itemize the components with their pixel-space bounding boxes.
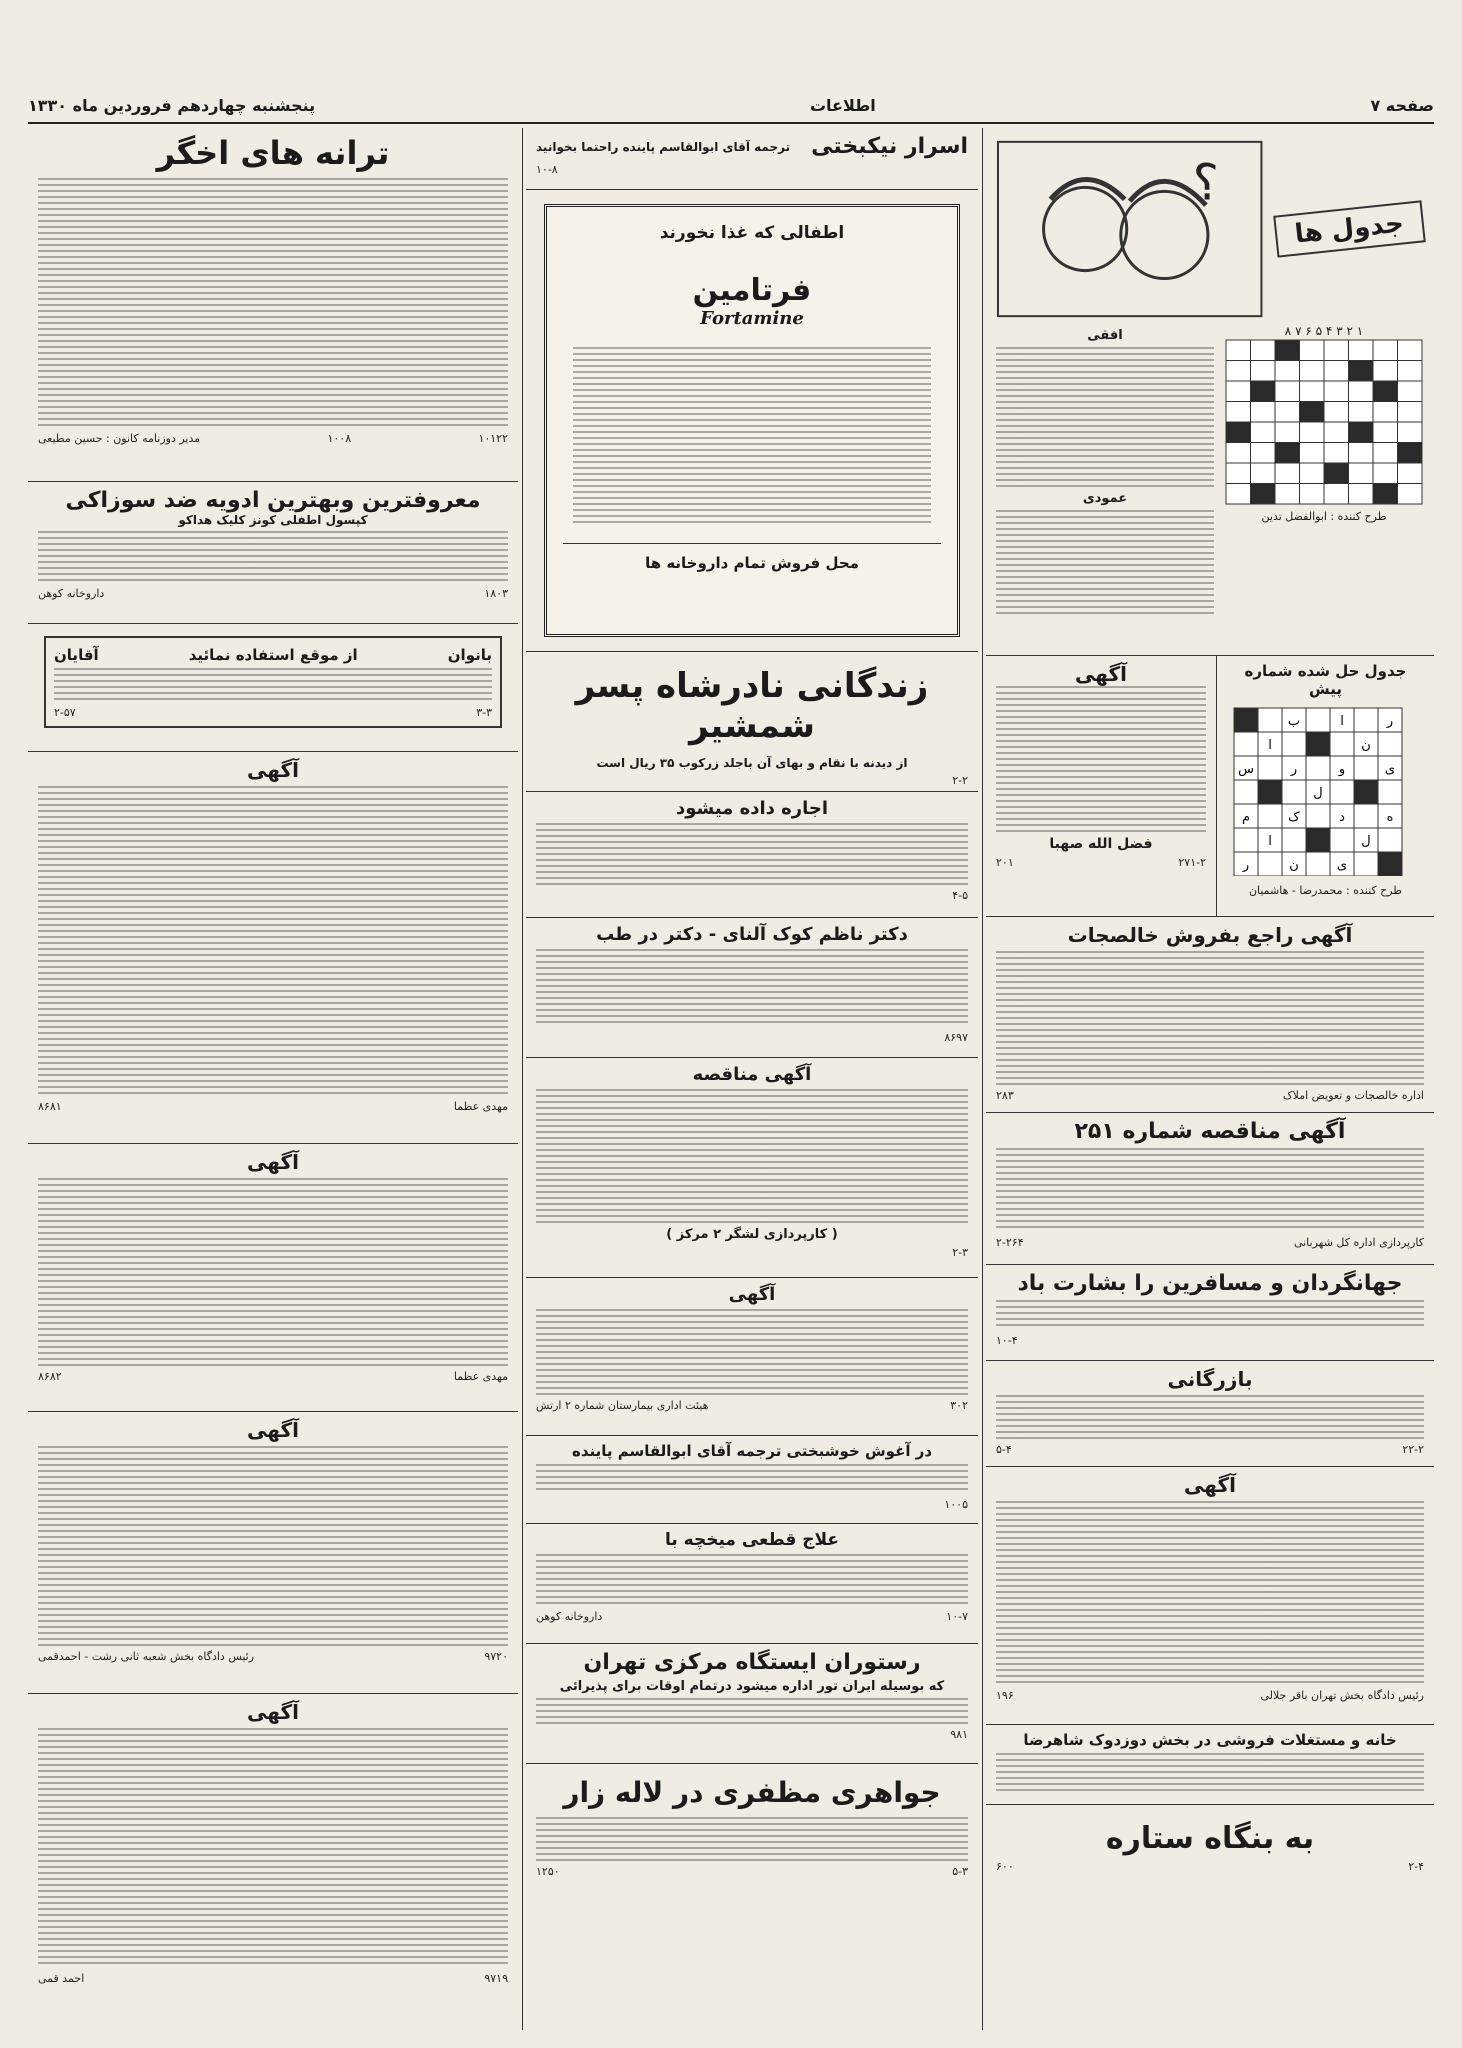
notice-1-block (28, 752, 518, 1144)
songs-signature: مدیر دوزنامه کانون : حسین مطیعی (38, 432, 201, 445)
fortamine-brand: فرتامین (692, 273, 812, 308)
crossword-cell (1398, 361, 1423, 382)
notice-4-sign: احمد قمی (38, 1972, 85, 1985)
happiness-code: ۱۰۰۵ (944, 1498, 968, 1511)
crossword-cell (1324, 361, 1349, 382)
corn-cure-pharmacy: داروخانه کوهن (536, 1610, 603, 1623)
across-heading: افقی (1087, 328, 1123, 343)
suzak-code: ۱۸۰۳ (484, 587, 508, 600)
corn-cure-text (536, 1554, 968, 1606)
asrar-title: اسرار نیکبختی (811, 134, 968, 159)
solved-cell (1306, 804, 1330, 828)
crossword-cell (1373, 340, 1398, 361)
khalesjat-code: ۲۸۳ (996, 1089, 1014, 1102)
solved-credit: طرح کننده : محمدرضا - هاشمیان (1248, 884, 1403, 897)
small-ad-title: آگهی (1075, 662, 1127, 686)
solved-black-cell (1234, 708, 1258, 732)
lease-block (526, 792, 978, 918)
crossword-grid (1224, 338, 1424, 506)
notice-2-title: آگهی (247, 1150, 299, 1174)
crossword-cell (1398, 463, 1423, 484)
crossword-cell (1349, 340, 1374, 361)
court-ad-text (996, 1501, 1424, 1685)
crossword-cell (1226, 484, 1251, 505)
solved-cell (1354, 708, 1378, 732)
crossword-cell (1251, 443, 1276, 464)
solved-cell (1378, 780, 1402, 804)
solved-cell (1282, 780, 1306, 804)
crossword-cell (1226, 402, 1251, 423)
notice-4-title: آگهی (247, 1700, 299, 1724)
jewelry-code: ۵-۳ (952, 1865, 968, 1878)
solved-letter: ب (1287, 714, 1301, 729)
crossword-cell (1226, 463, 1251, 484)
solved-cell (1282, 732, 1306, 756)
notice-1-text (38, 786, 508, 1096)
crossword-cell (1373, 422, 1398, 443)
crossword-black-cell (1373, 381, 1398, 402)
crossword-cell (1398, 402, 1423, 423)
opportunity-label: از موقع استفاده نمائید (188, 646, 358, 664)
solved-letter: ر (1386, 714, 1394, 729)
solved-cell (1258, 852, 1282, 876)
restaurant-sub: که بوسیله ایران تور اداره میشود درتمام اوقات برای پذیرائی (559, 1679, 945, 1694)
solved-black-cell (1378, 852, 1402, 876)
court-ad-block (986, 1467, 1434, 1725)
small-ad-code: ۲۰۱ (996, 856, 1014, 869)
solved-cell (1234, 828, 1258, 852)
fortamine-block (526, 190, 978, 652)
commerce-text (996, 1395, 1424, 1439)
tender-251-text (996, 1148, 1424, 1232)
crossword-cell (1226, 381, 1251, 402)
crossword-cell (1324, 443, 1349, 464)
solved-crossword-block (1216, 656, 1434, 916)
masthead-paper: اطلاعات (809, 95, 876, 115)
down-clues (996, 510, 1214, 618)
notice-2-code: ۸۶۸۲ (38, 1370, 62, 1383)
column-rule (522, 128, 523, 2030)
crossword-cell (1300, 381, 1325, 402)
solved-cell (1306, 756, 1330, 780)
restaurant-code: ۹۸۱ (950, 1728, 968, 1741)
solved-cell (1282, 828, 1306, 852)
crossword-cell (1275, 402, 1300, 423)
crossword-cell (1349, 381, 1374, 402)
tender-251-org: کارپردازی اداره کل شهربانی (1293, 1236, 1424, 1249)
column-middle (526, 128, 978, 2030)
crossword-black-cell (1275, 443, 1300, 464)
crossword-title: جدول ها (1274, 200, 1426, 257)
commerce-code: ۵-۴ (996, 1443, 1012, 1456)
happiness-title: در آغوش خوشبختی ترجمه آقای ابوالقاسم پاینده (571, 1442, 933, 1460)
crossword-cell (1349, 443, 1374, 464)
crossword-credit: طرح کننده : ابوالفضل تدین (1261, 510, 1387, 523)
solved-and-ad-row (986, 656, 1434, 917)
jewelry-text (536, 1817, 968, 1861)
notice-3-sign: رئیس دادگاه بخش شعبه ثانی رشت - احمدقمی (38, 1650, 255, 1663)
solved-letter: ی (1336, 858, 1348, 873)
doctor-text (536, 949, 968, 1027)
hospital-org: هیئت اداری بیمارستان شماره ۲ ارتش (536, 1399, 709, 1412)
solved-black-cell (1306, 828, 1330, 852)
tourists-text (996, 1300, 1424, 1330)
fortamine-top: اطفالی که غذا نخورند (659, 223, 845, 243)
setareh-block (986, 1805, 1434, 1905)
property-sale-text (996, 1753, 1424, 1793)
crossword-cell (1349, 463, 1374, 484)
notice-4-text (38, 1728, 508, 1968)
asrar-sub: ترجمه آقای ابوالقاسم پاینده راحتما بخوانید (536, 139, 791, 154)
crossword-cell (1398, 422, 1423, 443)
fortamine-text (573, 347, 931, 525)
solved-letter: م (1241, 810, 1251, 825)
restaurant-title: رستوران ایستگاه مرکزی تهران (583, 1650, 921, 1675)
solved-letter: ی (1384, 762, 1396, 777)
notice-1-title: آگهی (247, 758, 299, 782)
solved-letter: ر (1290, 762, 1298, 777)
lease-text (536, 823, 968, 885)
notice-4-block (28, 1694, 518, 2024)
solved-title: جدول حل شده شماره پیش (1244, 662, 1407, 698)
solved-cell (1330, 732, 1354, 756)
crossword-cell (1251, 463, 1276, 484)
crossword-black-cell (1373, 484, 1398, 505)
fortamine-ad (544, 204, 960, 637)
language-school-box (44, 636, 502, 728)
crossword-black-cell (1226, 422, 1251, 443)
solved-cell (1306, 708, 1330, 732)
songs-title: ترانه های اخگر (156, 134, 390, 172)
solved-letter: ک (1288, 810, 1300, 825)
solved-cell (1354, 804, 1378, 828)
songs-block (28, 128, 518, 482)
down-heading: عمودی (1082, 491, 1128, 506)
setareh-code: ۲-۴ (1408, 1860, 1424, 1873)
crossword-cell (1324, 484, 1349, 505)
solved-cell (1330, 780, 1354, 804)
solved-letter: ه (1386, 810, 1394, 825)
solved-cell (1354, 852, 1378, 876)
jewelry-block (526, 1764, 978, 1920)
lease-title: اجاره داده میشود (675, 798, 829, 819)
crossword-cell (1251, 361, 1276, 382)
crossword-cell (1275, 422, 1300, 443)
commerce-code: ۲۲-۲ (1402, 1443, 1424, 1456)
crossword-cell (1373, 463, 1398, 484)
happiness-book-block (526, 1436, 978, 1524)
crossword-cell (1300, 340, 1325, 361)
tender-text (536, 1089, 968, 1227)
lease-code: ۴-۵ (952, 889, 968, 902)
crossword-cell (1275, 381, 1300, 402)
court-ad-title: آگهی (1184, 1473, 1236, 1497)
crossword-cell (1373, 443, 1398, 464)
solved-black-cell (1258, 780, 1282, 804)
language-school-text (54, 668, 492, 702)
crossword-black-cell (1349, 361, 1374, 382)
solved-letter: ر (1242, 858, 1250, 873)
khalesjat-org: اداره خالصجات و تعویض املاک (1282, 1089, 1424, 1102)
solved-cell (1330, 828, 1354, 852)
asrar-code: ۱۰-۸ (536, 163, 558, 176)
corn-cure-title: علاج قطعی میخچه با (664, 1530, 840, 1550)
notice-3-block (28, 1412, 518, 1694)
solved-letter: ا (1268, 738, 1272, 753)
solved-letter: ن (1289, 858, 1299, 873)
solved-cell (1234, 732, 1258, 756)
songs-code: ۱۰۱۲۲ (478, 432, 508, 445)
solved-black-cell (1354, 780, 1378, 804)
property-sale-block (986, 1725, 1434, 1805)
notice-2-block (28, 1144, 518, 1412)
crossword-cell (1349, 402, 1374, 423)
crossword-cell (1373, 361, 1398, 382)
column-rule (982, 128, 983, 2030)
crossword-cell (1300, 361, 1325, 382)
tender-251-code: ۲-۲۶۴ (996, 1236, 1024, 1249)
hospital-code: ۳۰۲ (950, 1399, 968, 1412)
crossword-black-cell (1398, 443, 1423, 464)
notice-4-code: ۹۷۱۹ (484, 1972, 508, 1985)
hospital-block (526, 1278, 978, 1436)
tender-block (526, 1058, 978, 1278)
small-ad-code: ۲۷۱-۲ (1178, 856, 1206, 869)
solved-grid (1226, 706, 1424, 876)
crossword-cell (1324, 402, 1349, 423)
small-ad-sign: فضل الله صهبا (1049, 836, 1153, 852)
nader-title: زندگانی نادرشاه پسر شمشیر (575, 666, 929, 746)
crossword-cell (1324, 340, 1349, 361)
solved-cell (1234, 780, 1258, 804)
crossword-black-cell (1251, 381, 1276, 402)
crossword-numbers: ۱ ۲ ۳ ۴ ۵ ۶ ۷ ۸ (1284, 324, 1364, 338)
crossword-black-cell (1251, 484, 1276, 505)
hospital-title: آگهی (728, 1284, 776, 1305)
tourists-title: جهانگردان و مسافرین را بشارت باد (1017, 1271, 1403, 1296)
crossword-cell (1398, 484, 1423, 505)
setareh-code: ۶۰۰ (996, 1860, 1014, 1873)
solved-letter: و (1338, 762, 1346, 777)
suzak-title: معروفترین وبهترین ادویه ضد سوزاکی (65, 488, 481, 513)
solved-letter: ا (1268, 834, 1272, 849)
small-ad-text (996, 686, 1206, 836)
crossword-black-cell (1300, 402, 1325, 423)
solved-letter: د (1339, 810, 1345, 825)
solved-letter: ل (1313, 786, 1323, 801)
crossword-cell (1300, 463, 1325, 484)
khalesjat-text (996, 951, 1424, 1085)
language-school-block (28, 624, 518, 752)
crossword-black-cell (1349, 422, 1374, 443)
nader-code: ۲-۲ (952, 774, 968, 787)
crossword-cell (1226, 340, 1251, 361)
khalesjat-block (986, 917, 1434, 1113)
doctor-block (526, 918, 978, 1058)
notice-2-sign: مهدی عظما (453, 1370, 508, 1383)
fortamine-brand-en: Fortamine (700, 308, 804, 329)
crossword-cell (1373, 402, 1398, 423)
svg-text:؟: ؟ (1192, 153, 1219, 212)
column-left (28, 128, 518, 2030)
suzak-sub: کپسول اطفلی کونز کلیک هداکو (178, 513, 368, 527)
restaurant-text (536, 1698, 968, 1724)
masthead-date: پنجشنبه چهاردهم فروردین ماه ۱۳۳۰ (28, 95, 316, 115)
crossword-cell (1324, 381, 1349, 402)
notice-3-code: ۹۷۲۰ (484, 1650, 508, 1663)
doctor-code: ۸۶۹۷ (944, 1031, 968, 1044)
commerce-title: بازرگانی (1167, 1367, 1253, 1391)
column-right (986, 128, 1434, 2030)
language-school-code: ۳-۳ (476, 706, 492, 719)
court-ad-code: ۱۹۶ (996, 1689, 1014, 1702)
tourists-block (986, 1265, 1434, 1361)
solved-cell (1306, 852, 1330, 876)
restaurant-block (526, 1644, 978, 1764)
crossword-cell (1226, 361, 1251, 382)
solved-letter: ل (1361, 834, 1371, 849)
solved-letter: ن (1361, 738, 1371, 753)
masthead (28, 88, 1434, 124)
crossword-cell (1398, 381, 1423, 402)
jewelry-title: جواهری مظفری در لاله زار (563, 1776, 941, 1809)
tender-code: ۲-۳ (952, 1246, 968, 1259)
crossword-cell (1300, 443, 1325, 464)
crossword-cell (1251, 402, 1276, 423)
notice-2-text (38, 1178, 508, 1366)
jewelry-code: ۱۲۵۰ (536, 1865, 560, 1878)
songs-text (38, 178, 508, 428)
crossword-cell (1275, 361, 1300, 382)
tender-title: آگهی مناقصه (692, 1064, 812, 1085)
solved-cell (1258, 804, 1282, 828)
happiness-text (536, 1464, 968, 1494)
tender-251-block (986, 1113, 1434, 1265)
commerce-block (986, 1361, 1434, 1467)
notice-3-text (38, 1446, 508, 1646)
tourists-code: ۱۰-۴ (996, 1334, 1018, 1347)
court-ad-sign: رئیس دادگاه بخش تهران باقر جلالی (1260, 1689, 1424, 1702)
illustration-faces (996, 139, 1263, 319)
corn-cure-block (526, 1524, 978, 1644)
crossword-cell (1300, 484, 1325, 505)
notice-3-title: آگهی (247, 1418, 299, 1442)
songs-code: ۱۰۰۸ (327, 432, 352, 445)
crossword-cell (1300, 422, 1325, 443)
language-school-code: ۲-۵۷ (54, 706, 76, 719)
solved-cell (1378, 828, 1402, 852)
nader-book-block (526, 652, 978, 792)
solved-cell (1258, 708, 1282, 732)
setareh-title: به بنگاه ستاره (1105, 1821, 1315, 1856)
doctor-title: دکتر ناظم کوک آلنای - دکتر در طب (596, 924, 908, 945)
crossword-cell (1275, 484, 1300, 505)
crossword-cell (1398, 340, 1423, 361)
tender-org: ( کارپردازی لشگر ۲ مرکز ) (666, 1227, 838, 1242)
crossword-cell (1226, 443, 1251, 464)
suzak-pharmacy: داروخانه کوهن (38, 587, 105, 600)
crossword-cell (1324, 422, 1349, 443)
nader-sub: از دیدنه با نقام و بهای آن باجلد زرکوب ۳۵ ریال است (596, 756, 908, 770)
crossword-cell (1349, 484, 1374, 505)
crossword-cell (1251, 422, 1276, 443)
crossword-cell (1251, 340, 1276, 361)
crossword-black-cell (1324, 463, 1349, 484)
across-clues (996, 347, 1214, 487)
solved-letter: س (1238, 762, 1254, 777)
suzak-block (28, 482, 518, 624)
solved-cell (1354, 756, 1378, 780)
corn-cure-code: ۱۰-۷ (946, 1610, 968, 1623)
crossword-cell (1275, 463, 1300, 484)
tender-251-title: آگهی مناقصه شماره ۲۵۱ (1074, 1119, 1346, 1144)
notice-1-code: ۸۶۸۱ (38, 1100, 62, 1113)
notice-1-sign: مهدی عظما (453, 1100, 508, 1113)
women-label: بانوان (447, 646, 492, 664)
crossword-block (986, 128, 1434, 656)
solved-cell (1258, 756, 1282, 780)
hospital-text (536, 1309, 968, 1395)
asrar-block (526, 128, 978, 190)
solved-letter: ا (1340, 714, 1344, 729)
small-ad-block (986, 656, 1216, 916)
solved-cell (1378, 732, 1402, 756)
crossword-black-cell (1275, 340, 1300, 361)
men-label: آقایان (54, 646, 99, 664)
masthead-page: صفحه ۷ (1370, 95, 1434, 115)
khalesjat-title: آگهی راجع بفروش خالصجات (1067, 923, 1353, 947)
fortamine-bottom: محل فروش تمام داروخانه ها (563, 543, 941, 572)
suzak-text (38, 531, 508, 583)
solved-black-cell (1306, 732, 1330, 756)
property-sale-title: خانه و مستغلات فروشی در بخش دوزدوک شاهرضا (1023, 1731, 1397, 1749)
